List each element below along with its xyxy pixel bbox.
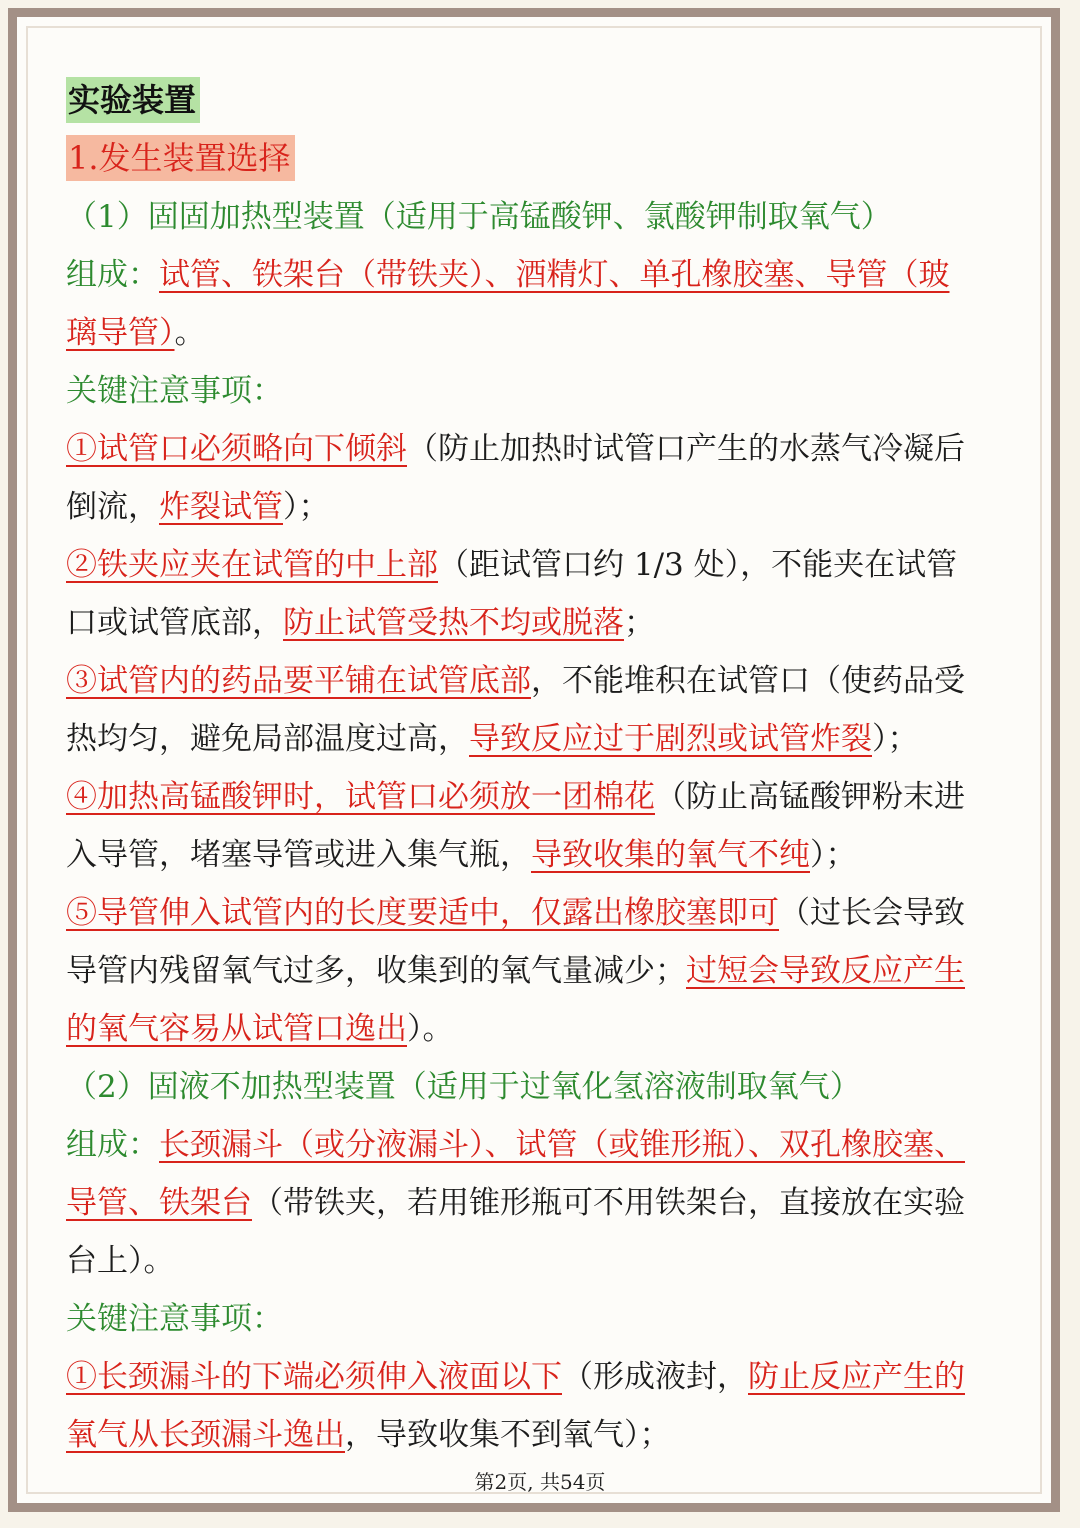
notes-label-2: 关键注意事项：: [66, 1301, 283, 1337]
note-key-point: ①试管口必须略向下倾斜: [66, 431, 407, 467]
composition-items: 试管、铁架台（带铁夹）、酒精灯、单孔橡胶塞、导管（玻: [159, 257, 950, 293]
punctuation: ）；: [810, 837, 857, 873]
composition-items-cont: 导管、铁架台: [66, 1185, 252, 1221]
note-key-point: ⑤导管伸入试管内的长度要适中，仅露出橡胶塞即可: [66, 895, 779, 931]
composition-1-line-2: [66, 304, 1016, 362]
composition-items: 长颈漏斗（或分液漏斗）、试管（或锥形瓶）、双孔橡胶塞、: [159, 1127, 965, 1163]
punctuation: ）；: [283, 489, 330, 525]
note-3-line-2: [66, 710, 1016, 768]
note-text: 口或试管底部，: [66, 605, 283, 641]
note-1-line-2: [66, 478, 1016, 536]
composition-2-line-3: 台上）。: [66, 1243, 175, 1279]
note-5-line-3: [66, 1000, 1016, 1058]
composition-text: （带铁夹，若用锥形瓶可不用铁架台，直接放在实验: [252, 1185, 965, 1221]
punctuation: ）。: [407, 1011, 454, 1047]
punctuation: ）；: [872, 721, 919, 757]
note-key-point: ①长颈漏斗的下端必须伸入液面以下: [66, 1359, 562, 1395]
composition-2-line-2: [66, 1174, 1016, 1232]
note-5-line-2: [66, 942, 1016, 1000]
note-key-point: ②铁夹应夹在试管的中上部: [66, 547, 438, 583]
note-text: （形成液封，: [562, 1359, 748, 1395]
note-text: 入导管，堵塞导管或进入集气瓶，: [66, 837, 531, 873]
note-key-point: 炸裂试管: [159, 489, 283, 525]
note-b1-line-2: [66, 1406, 1016, 1464]
note-b1-line-1: [66, 1348, 1016, 1406]
composition-label: 组成：: [66, 1127, 159, 1163]
note-key-point: 过短会导致反应产生: [686, 953, 965, 989]
composition-2-line-1: [66, 1116, 1016, 1174]
note-key-point: ④加热高锰酸钾时，试管口必须放一团棉花: [66, 779, 655, 815]
note-text: （距试管口约 1/3 处），不能夹在试管: [438, 547, 958, 583]
composition-1-line-1: [66, 246, 1016, 304]
note-text: （防止加热时试管口产生的水蒸气冷凝后: [407, 431, 965, 467]
note-text: （过长会导致: [779, 895, 965, 931]
composition-label: 组成：: [66, 257, 159, 293]
note-key-point: ③试管内的药品要平铺在试管底部: [66, 663, 531, 699]
note-4-line-2: [66, 826, 1016, 884]
note-4-line-1: [66, 768, 1016, 826]
note-key-point: 防止反应产生的: [748, 1359, 965, 1395]
heading-line: [66, 72, 1016, 130]
section-heading: 1.发生装置选择: [66, 135, 295, 181]
note-text: 倒流，: [66, 489, 159, 525]
note-text: 导管内残留氧气过多，收集到的氧气量减少；: [66, 953, 686, 989]
composition-items-cont: 璃导管）: [66, 315, 175, 351]
note-3-line-1: [66, 652, 1016, 710]
note-1-line-1: [66, 420, 1016, 478]
page-footer: 第2页, 共54页: [474, 1470, 606, 1494]
note-2-line-2: [66, 594, 1016, 652]
note-text: （防止高锰酸钾粉末进: [655, 779, 965, 815]
note-5-line-1: [66, 884, 1016, 942]
notes-label-1: 关键注意事项：: [66, 373, 283, 409]
note-text: 热均匀，避免局部温度过高，: [66, 721, 469, 757]
punctuation: 。: [174, 315, 206, 351]
section-line: [66, 130, 1016, 188]
note-key-point: 的氧气容易从试管口逸出: [66, 1011, 407, 1047]
main-heading: 实验装置: [66, 77, 200, 123]
subheading-2: （2）固液不加热型装置（适用于过氧化氢溶液制取氧气）: [66, 1069, 861, 1105]
punctuation: ；: [624, 605, 655, 641]
document-body: [66, 72, 1016, 1464]
note-key-point: 氧气从长颈漏斗逸出: [66, 1417, 345, 1453]
note-key-point: 导致收集的氧气不纯: [531, 837, 810, 873]
note-key-point: 防止试管受热不均或脱落: [283, 605, 624, 641]
subheading-1: （1）固固加热型装置（适用于高锰酸钾、氯酸钾制取氧气）: [66, 199, 892, 235]
note-text: ，导致收集不到氧气）；: [345, 1417, 671, 1453]
note-text: ，不能堆积在试管口（使药品受: [531, 663, 965, 699]
note-key-point: 导致反应过于剧烈或试管炸裂: [469, 721, 872, 757]
note-2-line-1: [66, 536, 1016, 594]
